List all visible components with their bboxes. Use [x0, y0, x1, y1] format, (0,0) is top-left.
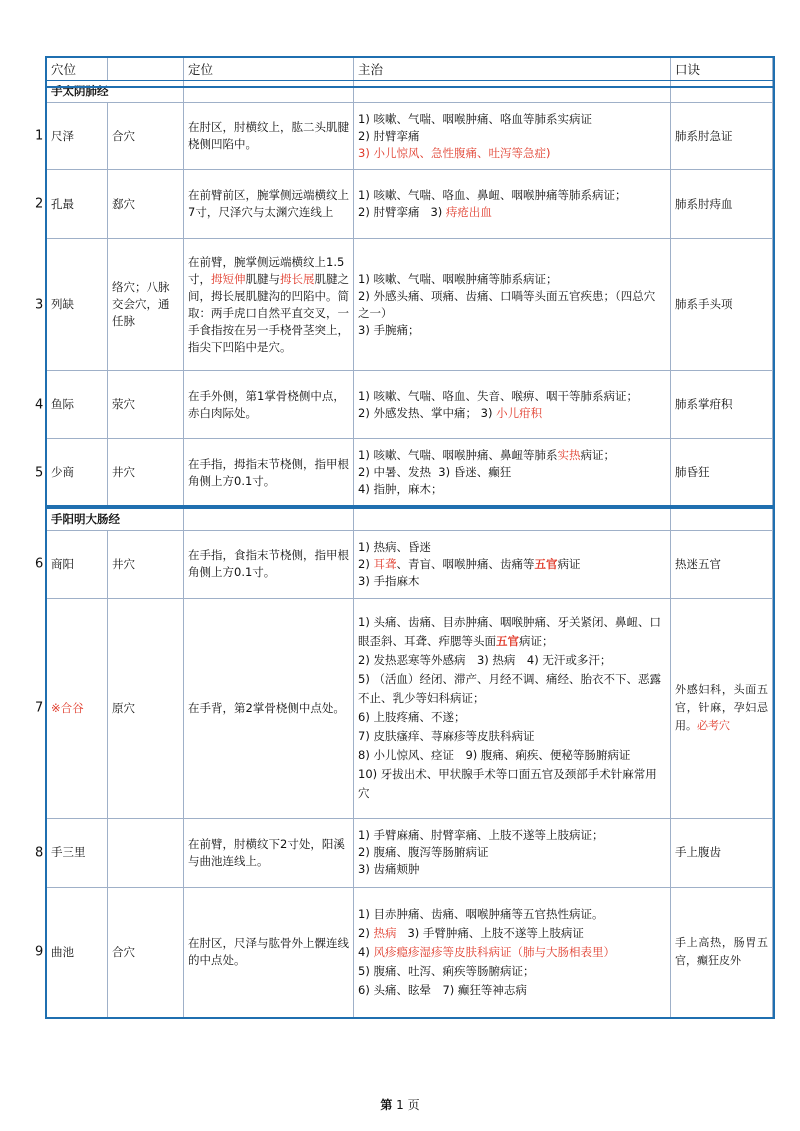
indication-line: 1) 咳嗽、气喘、咯血、失音、喉痹、咽干等肺系病证； [358, 388, 638, 403]
point-location: 在手指，食指末节桡侧，指甲根角侧上方0.1寸。 [184, 530, 354, 598]
point-name-cell [35, 439, 108, 508]
header-point: 穴位 [47, 58, 108, 81]
section-title: 手阳明大肠经 [47, 508, 184, 531]
row-number: 6 [35, 556, 44, 572]
indication-line: 2) 中暑、发热 3) 昏迷、癫狂 [358, 465, 512, 480]
indication-line: 2) 腹痛、腹泻等肠腑病证 [358, 845, 489, 859]
indication-highlight: 痔疮出血 [445, 205, 492, 219]
section-row [47, 81, 773, 103]
point-indications [354, 598, 671, 818]
indication-line: 2) 肘臂挛痛 [358, 128, 420, 143]
indication-highlight: 小儿疳积 [496, 405, 543, 420]
point-name-cell [35, 239, 108, 371]
header-indication: 主治 [354, 58, 671, 81]
point-name-cell [35, 371, 108, 439]
indication-line: 2) 外感头痛、项痛、齿痛、口喎等头面五官疾患；（四总穴之一） [358, 288, 656, 320]
table-header [47, 58, 773, 81]
point-indications [354, 239, 671, 371]
table-row [47, 170, 773, 239]
indication-line: 1) 头痛、齿痛、目赤肿痛、咽喉肿痛、牙关紧闭、鼻衄、口眼歪斜、耳聋、痄腮等头面五官病证； [358, 615, 661, 648]
indication-line: 2) 外感发热、掌中痛； 3) 小儿疳积 [358, 405, 543, 420]
indication-line-highlight: 3) 小儿惊风、急性腹痛、吐泻等急症) [358, 145, 551, 160]
point-mnemonic: 热迷五官 [671, 530, 773, 598]
point-mnemonic: 手上高热，肠胃五官，癫狂皮外 [671, 887, 773, 1017]
indication-line: 2) 发热恶寒等外感病 3) 热病 4) 无汗或多汗； [358, 653, 612, 667]
indication-line: 1) 热病、昏迷 [358, 539, 431, 554]
point-mnemonic: 肺系掌疳积 [671, 371, 773, 439]
point-mnemonic: 外感妇科，头面五官，针麻，孕妇忌用。必考穴 [671, 598, 773, 818]
indication-line: 2) 热病 3) 手臂肿痛、上肢不遂等上肢病证 [358, 925, 584, 940]
point-indications [354, 530, 671, 598]
table-row [47, 598, 773, 818]
header-mnemonic: 口诀 [671, 58, 773, 81]
indication-line: 3) 手指麻木 [358, 573, 420, 588]
point-name: 曲池 [51, 944, 74, 959]
point-name: 尺泽 [51, 128, 74, 143]
indication-line: 8) 小儿惊风、痉证 9) 腹痛、痢疾、便秘等肠腑病证 [358, 748, 631, 762]
indication-line: 1) 目赤肿痛、齿痛、咽喉肿痛等五官热性病证。 [358, 906, 604, 921]
point-location: 在手外侧，第1掌骨桡侧中点，赤白肉际处。 [184, 371, 354, 439]
point-type: 荥穴 [108, 371, 184, 439]
point-name-cell [35, 598, 108, 818]
row-number: 9 [35, 944, 44, 960]
header-blank [108, 58, 184, 81]
mnemonic-highlight: 必考穴 [697, 719, 730, 732]
table-row [47, 818, 773, 887]
point-name: 鱼际 [51, 397, 74, 411]
point-location: 在前臂，肘横纹下2寸处，阳溪与曲池连线上。 [184, 818, 354, 887]
row-number: 5 [35, 465, 44, 481]
point-indications [354, 371, 671, 439]
point-type [108, 818, 184, 887]
point-location: 在前臂前区，腕掌侧远端横纹上7寸，尺泽穴与太渊穴连线上 [184, 170, 354, 239]
point-mnemonic: 手上腹齿 [671, 818, 773, 887]
indication-line: 10) 牙拔出术、甲状腺手术等口面五官及颈部手术针麻常用穴 [358, 767, 657, 800]
indication-line: 4) 指肿，麻木； [358, 482, 443, 497]
point-location: 在手指，拇指末节桡侧，指甲根角侧上方0.1寸。 [184, 439, 354, 508]
point-name: 少商 [51, 465, 74, 480]
table-row [47, 239, 773, 371]
indication-line: 2) 耳聋、青盲、咽喉肿痛、齿痛等五官病证 [358, 556, 581, 571]
indication-line: 1) 咳嗽、气喘、咽喉肿痛等肺系病证； [358, 271, 558, 286]
point-location: 在前臂，腕掌侧远端横纹上1.5寸，拇短伸肌腱与拇长展肌腱之间，拇长展肌腱沟的凹陷中。简取：两手虎口自然平直交叉，一手食指按在另一手桡骨茎突上，指尖下凹陷中是穴。 [184, 239, 354, 371]
point-name-cell [35, 887, 108, 1017]
indication-line: 1) 咳嗽、气喘、咽喉肿痛、鼻衄等肺系实热病证； [358, 448, 615, 463]
page-number: 1 [396, 1098, 404, 1112]
table-row [47, 103, 773, 170]
point-type: 郄穴 [108, 170, 184, 239]
row-number: 8 [35, 845, 44, 860]
table-row [47, 530, 773, 598]
indication-line: 1) 手臂麻痛、肘臂挛痛、上肢不遂等上肢病证； [358, 828, 604, 842]
table-row [47, 887, 773, 1017]
section-title: 手太阴肺经 [47, 81, 184, 103]
point-type: 合穴 [108, 103, 184, 170]
indication-line: 1) 咳嗽、气喘、咽喉肿痛、咯血等肺系实病证 [358, 111, 592, 126]
point-mnemonic: 肺系肘急证 [671, 103, 773, 170]
point-name-cell [35, 103, 108, 170]
row-number: 3 [35, 297, 44, 312]
table-row [47, 371, 773, 439]
indication-line: 6) 上肢疼痛、不遂； [358, 710, 466, 724]
point-indications [354, 103, 671, 170]
point-name-cell [35, 818, 108, 887]
indication-line: 5) （活血）经闭、滞产、月经不调、痛经、胎衣不下、恶露不止、乳少等妇科病证； [358, 672, 661, 705]
point-type: 井穴 [108, 530, 184, 598]
page-footer: 第 1 页 [380, 1098, 420, 1112]
point-indications [354, 439, 671, 508]
point-name: 孔最 [51, 196, 74, 211]
point-location: 在肘区，肘横纹上，肱二头肌腱桡侧凹陷中。 [184, 103, 354, 170]
indication-line: 5) 腹痛、吐泻、痢疾等肠腑病证； [358, 963, 535, 978]
point-name-cell [35, 530, 108, 598]
header-location: 定位 [184, 58, 354, 81]
row-number: 2 [35, 196, 44, 212]
point-type: 原穴 [108, 598, 184, 818]
point-location: 在手背，第2掌骨桡侧中点处。 [184, 598, 354, 818]
point-name: 合谷 [60, 700, 84, 715]
section-row [47, 508, 773, 531]
indication-line: 1) 咳嗽、气喘、咯血、鼻衄、咽喉肿痛等肺系病证； [358, 188, 627, 202]
point-name: 列缺 [51, 297, 74, 311]
important-mark: ※ [51, 700, 61, 715]
indication-line: 7) 皮肤瘙痒、荨麻疹等皮肤科病证 [358, 729, 535, 743]
point-name: 手三里 [51, 845, 86, 859]
point-mnemonic: 肺系肘痔血 [671, 170, 773, 239]
point-mnemonic: 肺昏狂 [671, 439, 773, 508]
indication-line: 6) 头痛、眩晕 7) 癫狂等神志病 [358, 982, 527, 997]
indication-line: 3) 齿痛颊肿 [358, 862, 420, 876]
point-type: 井穴 [108, 439, 184, 508]
acupoint-table [35, 57, 773, 1018]
indication-line: 4) 风疹瘾疹湿疹等皮肤科病证（肺与大肠相表里） [358, 944, 615, 959]
point-name: 商阳 [51, 556, 74, 571]
point-indications [354, 818, 671, 887]
row-number: 7 [35, 700, 44, 716]
point-type: 络穴；八脉交会穴，通任脉 [108, 239, 184, 371]
indication-line: 2) 肘臂挛痛 3) 痔疮出血 [358, 205, 492, 219]
row-number: 4 [35, 397, 44, 412]
point-indications [354, 170, 671, 239]
point-name-cell [35, 170, 108, 239]
point-type: 合穴 [108, 887, 184, 1017]
point-location: 在肘区，尺泽与肱骨外上髁连线的中点处。 [184, 887, 354, 1017]
point-mnemonic: 肺系手头项 [671, 239, 773, 371]
point-indications [354, 887, 671, 1017]
row-number: 1 [35, 128, 44, 144]
table-row [47, 439, 773, 508]
indication-line: 3) 手腕痛； [358, 322, 420, 337]
